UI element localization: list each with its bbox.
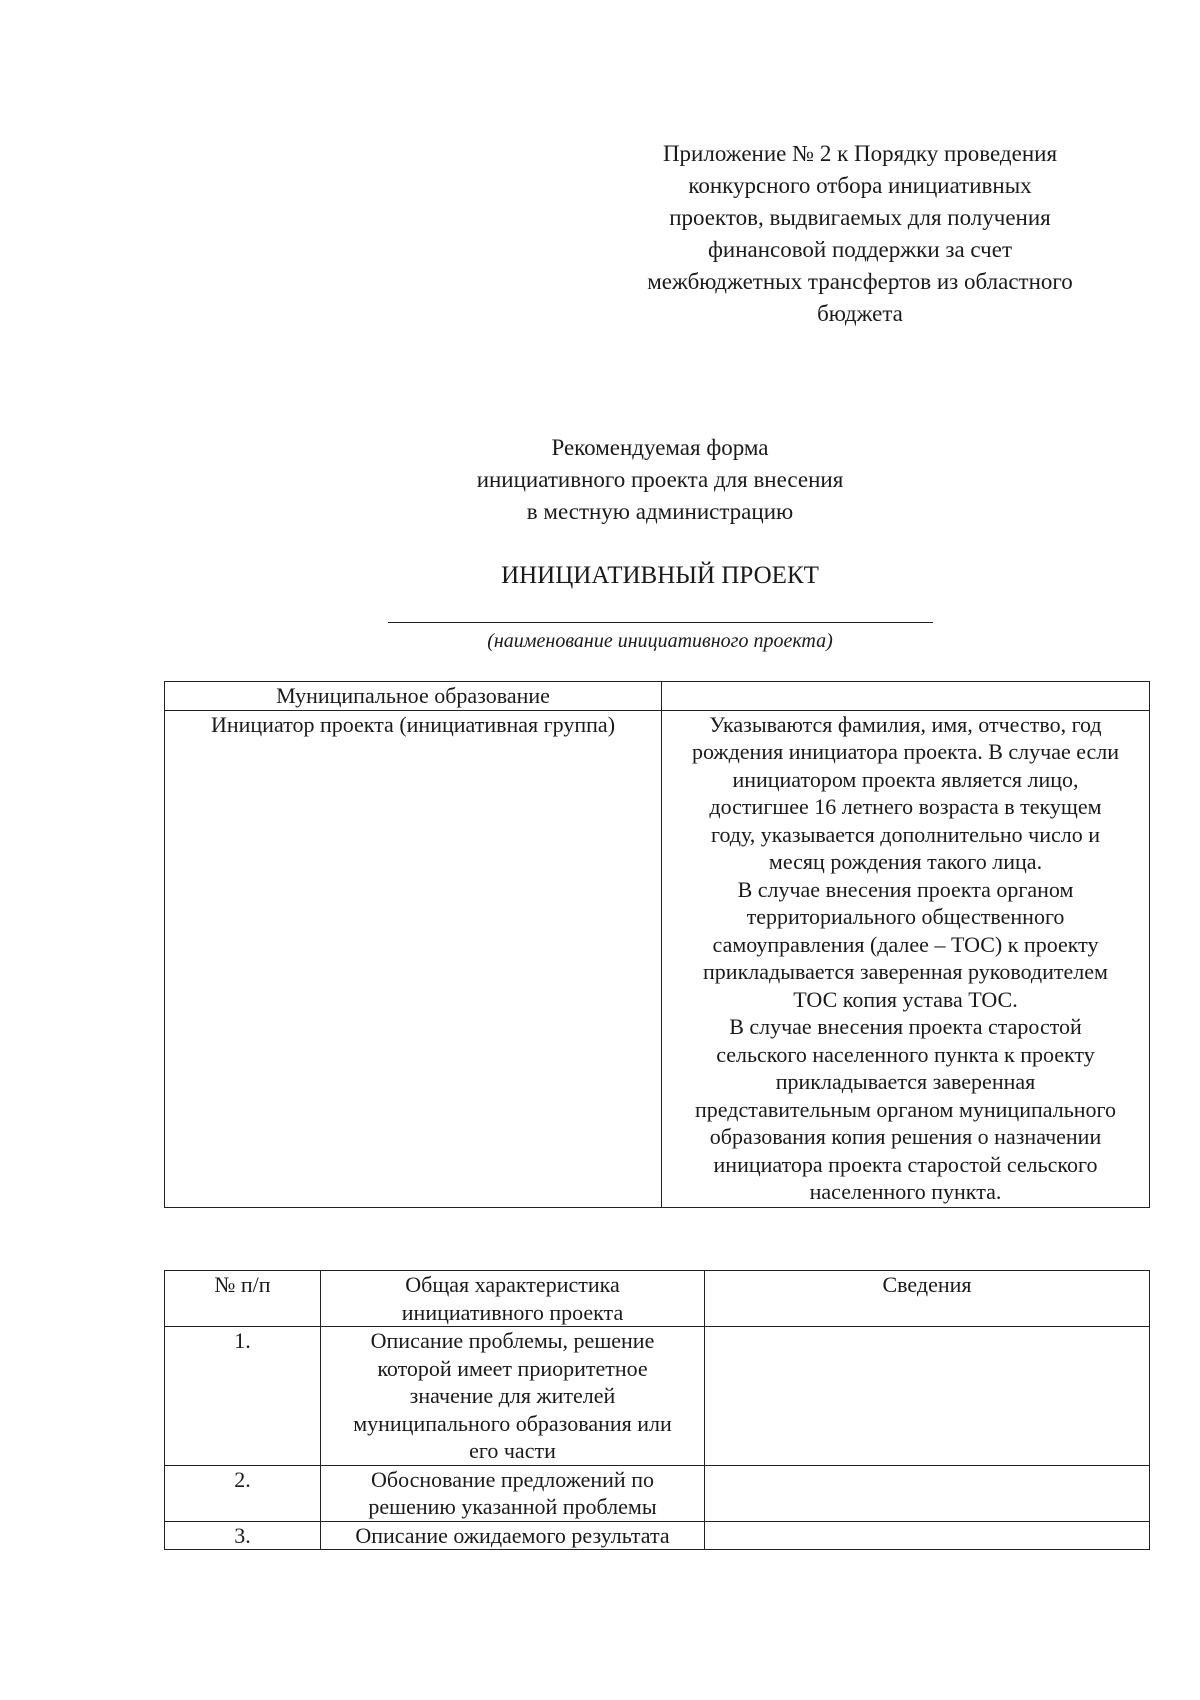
row-characteristic-line: Описание ожидаемого результата (355, 1522, 670, 1548)
instruction-line: достигшее 16 летнего возраста в текущем (709, 794, 1102, 819)
table-header-row (165, 1271, 1150, 1327)
annex-line: проектов, выдвигаемых для получения (669, 205, 1051, 230)
project-characteristics-table (164, 1270, 1150, 1550)
instruction-line: сельского населенного пункта к проекту (716, 1041, 1095, 1067)
annex-line: конкурсного отбора инициативных (688, 173, 1032, 198)
form-heading-line: в местную администрацию (526, 499, 794, 524)
instruction-line: представительным органом муниципального (695, 1096, 1116, 1122)
instruction-line: образования копия решения о назначении (709, 1124, 1102, 1149)
form-heading (380, 432, 940, 528)
instruction-line: рождения инициатора проекта. В случае если (691, 739, 1120, 764)
header-characteristic-line: Общая характеристика (405, 1272, 620, 1297)
row-characteristic (321, 1465, 705, 1521)
row-characteristic-line: Описание проблемы, решение (370, 1328, 655, 1353)
municipality-value (662, 682, 1150, 711)
municipality-label: Муниципальное образование (165, 682, 662, 711)
row-characteristic-line: решению указанной проблемы (368, 1494, 657, 1519)
instruction-line: прикладывается заверенная руководителем (703, 959, 1108, 984)
instruction-line: прикладывается заверенная (775, 1069, 1036, 1094)
instruction-line: году, указывается дополнительно число и (710, 821, 1101, 847)
instruction-line: В случае внесения проекта органом (737, 876, 1074, 902)
instruction-line: населенного пункта. (809, 1179, 1002, 1204)
row-info (705, 1521, 1150, 1550)
header-characteristic (321, 1271, 705, 1327)
row-number: 2. (165, 1465, 321, 1521)
form-heading-line: инициативного проекта для внесения (476, 467, 844, 492)
instruction-line: ТОС копия устава ТОС. (793, 986, 1018, 1012)
instruction-line: Указываются фамилия, имя, отчество, год (709, 711, 1102, 737)
instruction-line: самоуправления (далее – ТОС) к проекту (712, 931, 1099, 957)
row-info (705, 1465, 1150, 1521)
instruction-line: инициатором проекта является лицо, (732, 766, 1079, 792)
table-row (165, 1521, 1150, 1550)
row-characteristic (321, 1521, 705, 1550)
header-info: Сведения (705, 1271, 1150, 1327)
form-heading-line: Рекомендуемая форма (551, 435, 769, 460)
initiator-instructions (662, 710, 1150, 1207)
annex-line: финансовой поддержки за счет (707, 237, 1012, 262)
row-characteristic-line: которой имеет приоритетное (377, 1355, 648, 1381)
annex-header (600, 138, 1120, 330)
initiator-label: Инициатор проекта (инициативная группа) (165, 710, 662, 1207)
annex-line: Приложение № 2 к Порядку проведения (662, 141, 1058, 166)
row-characteristic-line: Обоснование предложений по (371, 1466, 654, 1492)
table-row (165, 682, 1150, 711)
page-title: ИНИЦИАТИВНЫЙ ПРОЕКТ (501, 562, 819, 589)
table-row (165, 1465, 1150, 1521)
instruction-line: территориального общественного (746, 904, 1065, 929)
row-number: 1. (165, 1327, 321, 1466)
row-number: 3. (165, 1521, 321, 1550)
instruction-line: В случае внесения проекта старостой (729, 1014, 1082, 1039)
header-number: № п/п (165, 1271, 321, 1327)
project-name-caption: (наименование инициативного проекта) (487, 630, 833, 652)
annex-line: межбюджетных трансфертов из областного (647, 269, 1073, 294)
row-characteristic (321, 1327, 705, 1466)
header-characteristic-line: инициативного проекта (401, 1299, 624, 1325)
project-name-blank-line (388, 622, 933, 623)
table-row (165, 1327, 1150, 1466)
table-row (165, 710, 1150, 1207)
row-info (705, 1327, 1150, 1466)
row-characteristic-line: его части (469, 1438, 556, 1463)
row-characteristic-line: значение для жителей (409, 1383, 616, 1408)
instruction-line: месяц рождения такого лица. (768, 849, 1043, 874)
initiator-table (164, 681, 1150, 1208)
instruction-line: инициатора проекта старостой сельского (713, 1151, 1098, 1177)
annex-line: бюджета (817, 301, 903, 326)
row-characteristic-line: муниципального образования или (353, 1410, 672, 1436)
